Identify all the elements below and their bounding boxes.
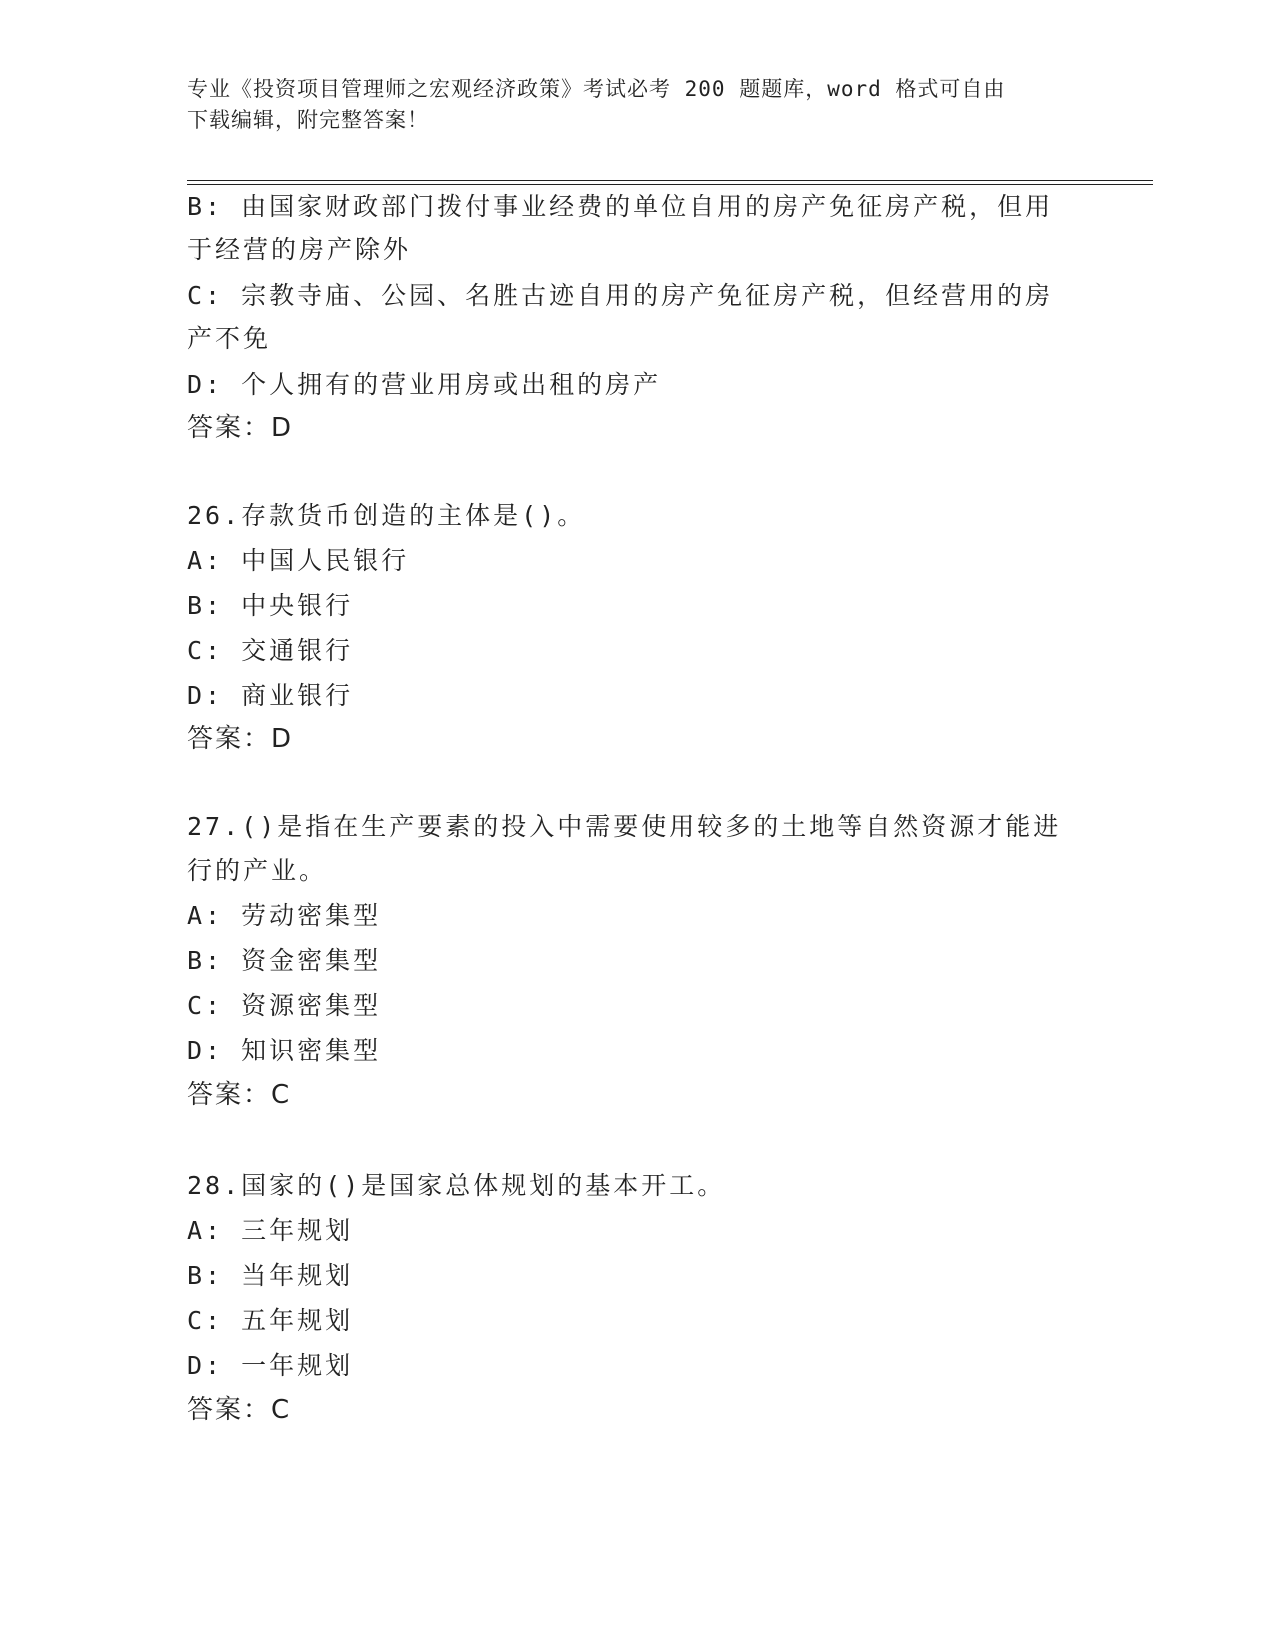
q26-option-a: A: 中国人民银行: [187, 546, 410, 575]
q25-answer: 答案：D: [187, 413, 294, 443]
q28-answer: 答案：C: [187, 1395, 292, 1425]
q25-option-b-line2: 于经营的房产除外: [187, 235, 412, 264]
document-header: [187, 74, 1067, 136]
q27-option-c: C: 资源密集型: [187, 991, 382, 1020]
q26-answer: 答案：D: [187, 724, 294, 754]
q27-question-line2: 行的产业。: [187, 856, 328, 885]
q25-option-b-line1: B: 由国家财政部门拨付事业经费的单位自用的房产免征房产税，但用: [187, 192, 1054, 221]
q28-option-b: B: 当年规划: [187, 1261, 354, 1290]
q28-option-c: C: 五年规划: [187, 1306, 354, 1335]
q26-option-c: C: 交通银行: [187, 636, 354, 665]
q27-option-b: B: 资金密集型: [187, 946, 382, 975]
q25-option-d: D: 个人拥有的营业用房或出租的房产: [187, 370, 662, 399]
q25-option-c-line2: 产不免: [187, 324, 272, 353]
q28-option-d: D: 一年规划: [187, 1351, 354, 1380]
q26-option-b: B: 中央银行: [187, 591, 354, 620]
q27-answer: 答案：C: [187, 1080, 292, 1110]
header-rule-top: [187, 180, 1153, 181]
q27-option-d: D: 知识密集型: [187, 1036, 382, 1065]
q26-option-d: D: 商业银行: [187, 681, 354, 710]
q28-option-a: A: 三年规划: [187, 1216, 354, 1245]
header-rule-bottom: [187, 184, 1153, 185]
q27-option-a: A: 劳动密集型: [187, 901, 382, 930]
q27-question-line1: 27.()是指在生产要素的投入中需要使用较多的土地等自然资源才能进: [187, 812, 1062, 841]
q25-option-c-line1: C: 宗教寺庙、公园、名胜古迹自用的房产免征房产税，但经营用的房: [187, 281, 1054, 310]
q28-question: 28.国家的()是国家总体规划的基本开工。: [187, 1171, 726, 1200]
q26-question: 26.存款货币创造的主体是()。: [187, 501, 586, 530]
header-line-1: 专业《投资项目管理师之宏观经济政策》考试必考 200 题题库，word 格式可自由: [187, 77, 1006, 101]
header-line-2: 下载编辑，附完整答案！: [187, 108, 429, 132]
